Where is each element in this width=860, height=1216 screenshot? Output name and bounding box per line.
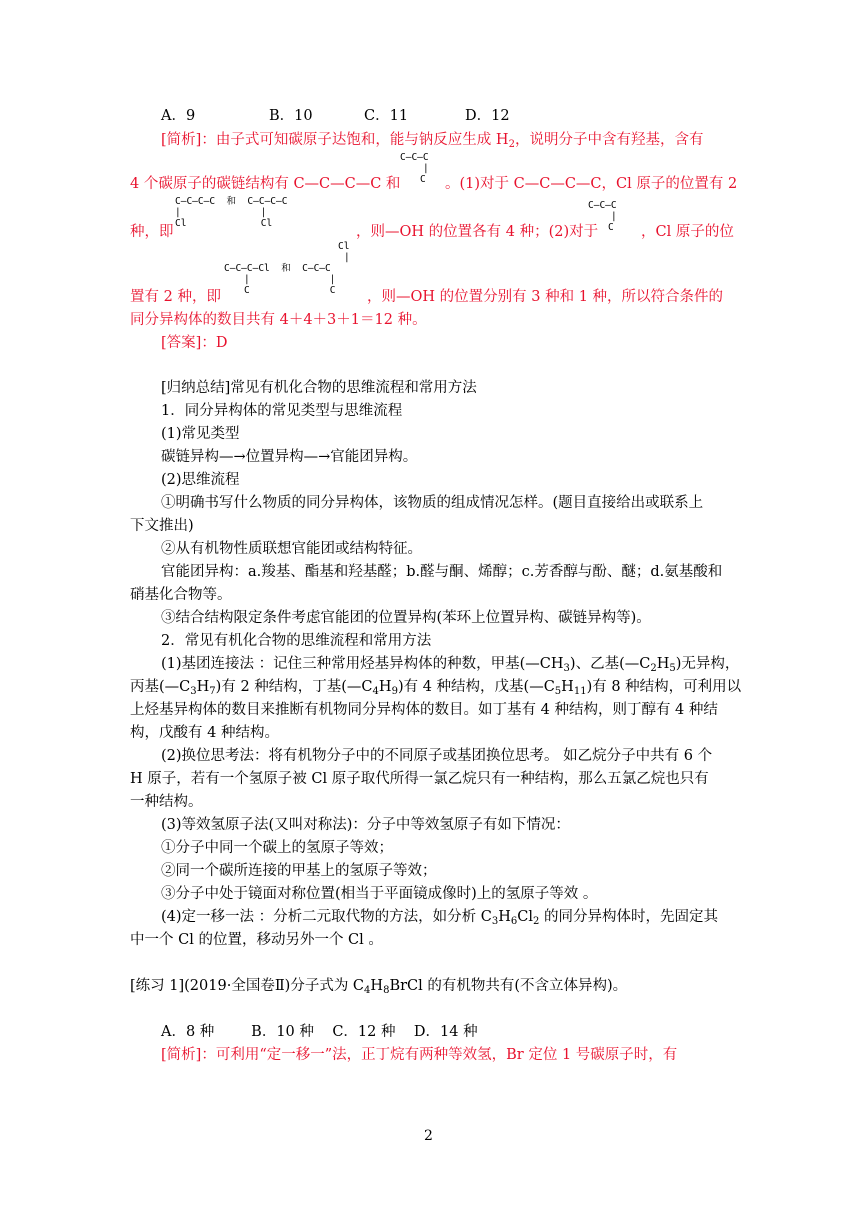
structure-chloroisobutanes: Cl | C—C—C—Cl 和 C—C—C | | C C <box>224 241 350 296</box>
analysis-line-3c: ，Cl 原子的位 <box>641 224 734 240</box>
method-3-item-3: ③分子中处于镜面对称位置(相当于平面镜成像时)上的氢原子等效 。 <box>161 886 598 902</box>
option-a: A．9 <box>161 108 196 124</box>
analysis-line-3a: 种，即 <box>130 224 174 240</box>
method-1-line-3: 上烃基异构体的数目来推断有机物同分异构体的数目。如丁基有 4 种结构，则丁醇有 4 种结 <box>130 702 718 718</box>
page-number: 2 <box>424 1128 433 1144</box>
step-2: ②从有机物性质联想官能团或结构特征。 <box>161 541 422 557</box>
method-2-line-2: H 原子，若有一个氢原子被 Cl 原子取代所得一氯乙烷只有一种结构，那么五氯乙烷也只有 <box>130 771 709 787</box>
section-1-2: (2)思维流程 <box>161 472 240 488</box>
analysis-line-5: 同分异构体的数目共有 4＋4＋3＋1＝12 种。 <box>130 312 427 328</box>
step-2-detail-a: 官能团异构：a.羧基、酯基和羟基醛；b.醛与酮、烯醇；c.芳香醇与酚、醚；d.氨基酸和 <box>161 564 723 580</box>
step-1a: ①明确书写什么物质的同分异构体，该物质的组成情况怎样。(题目直接给出或联系上 <box>161 495 704 511</box>
option-d: D．12 <box>465 108 510 124</box>
exercise-options: A．8 种 B．10 种 C．12 种 D．14 种 <box>161 1024 478 1040</box>
structure-isobutane: C—C—C | C <box>400 152 429 185</box>
analysis-line-4b: ，则—OH 的位置分别有 3 种和 1 种，所以符合条件的 <box>367 289 724 305</box>
structure-isobutane-2: C—C—C | C <box>588 200 617 233</box>
method-1-line-1: (1)基团连接法 ：记住三种常用烃基异构体的种数，甲基$(—CH_3)$、乙基$(—C_2H_5)$无异构， <box>161 656 740 674</box>
method-1-line-2: 丙基$(—C_3H_7)$有 2 种结构，丁基$(—C_4H_9)$有 4 种结构，戊基$(—C_5H_{11})$有 8 种结构，可利用以 <box>130 679 742 697</box>
analysis-line-4a: 置有 2 种，即 <box>130 289 221 305</box>
step-2-detail-b: 硝基化合物等。 <box>130 587 232 603</box>
structure-chlorobutanes: C—C—C—C 和 C—C—C—C | | Cl Cl <box>175 196 288 229</box>
isomer-types: 碳链异构—→位置异构—→官能团异构。 <box>161 449 418 465</box>
method-3-item-2: ②同一个碳所连接的甲基上的氢原子等效； <box>161 863 437 879</box>
step-1b: 下文推出) <box>130 518 194 534</box>
answer: [答案]：D <box>161 335 228 351</box>
method-3-item-1: ①分子中同一个碳上的氢原子等效； <box>161 840 393 856</box>
method-1-line-4: 构，戊酸有 4 种结构。 <box>130 725 279 741</box>
summary-heading: [归纳总结]常见有机化合物的思维流程和常用方法 <box>161 380 477 396</box>
step-3: ③结合结构限定条件考虑官能团的位置异构(苯环上位置异构、碳链异构等)。 <box>161 610 651 626</box>
method-4-line-1: (4)定一移一法 ：分析二元取代物的方法，如分析 $C_3H_6Cl_2$ 的同分异构体时，先固定其 <box>161 909 718 927</box>
method-2-line-3: 一种结构。 <box>130 794 203 810</box>
analysis-line-1: [简析]：由子式可知碳原子达饱和，能与钠反应生成 $H_2$，说明分子中含有羟基，含有 <box>161 132 704 150</box>
method-3: (3)等效氢原子法(又叫对称法)：分子中等效氢原子有如下情况： <box>161 817 570 833</box>
method-4-line-2: 中一个 Cl 的位置，移动另外一个 Cl 。 <box>130 932 383 948</box>
analysis-line-2b: 。(1)对于 C—C—C—C，Cl 原子的位置有 2 <box>445 176 738 192</box>
option-b: B．10 <box>269 108 313 124</box>
method-2-line-1: (2)换位思考法：将有机物分子中的不同原子或基团换位思考。 如乙烷分子中共有 6 个 <box>161 748 713 764</box>
option-c: C．11 <box>364 108 409 124</box>
section-1-1: (1)常见类型 <box>161 426 240 442</box>
section-1-title: 1．同分异构体的常见类型与思维流程 <box>161 403 403 419</box>
exercise-question: [练习 1](2019·全国卷Ⅱ)分子式为 $C_4H_8BrCl$ 的有机物共有(不含立体异构)。 <box>130 978 628 996</box>
exercise-analysis: [简析]：可利用“定一移一”法，正丁烷有两种等效氢，Br 定位 1 号碳原子时，有 <box>161 1047 678 1063</box>
analysis-line-2a: 4 个碳原子的碳链结构有 C—C—C—C 和 <box>130 176 401 192</box>
analysis-line-3b: ，则—OH 的位置各有 4 种；(2)对于 <box>356 224 599 240</box>
section-2-title: 2．常见有机化合物的思维流程和常用方法 <box>161 633 432 649</box>
